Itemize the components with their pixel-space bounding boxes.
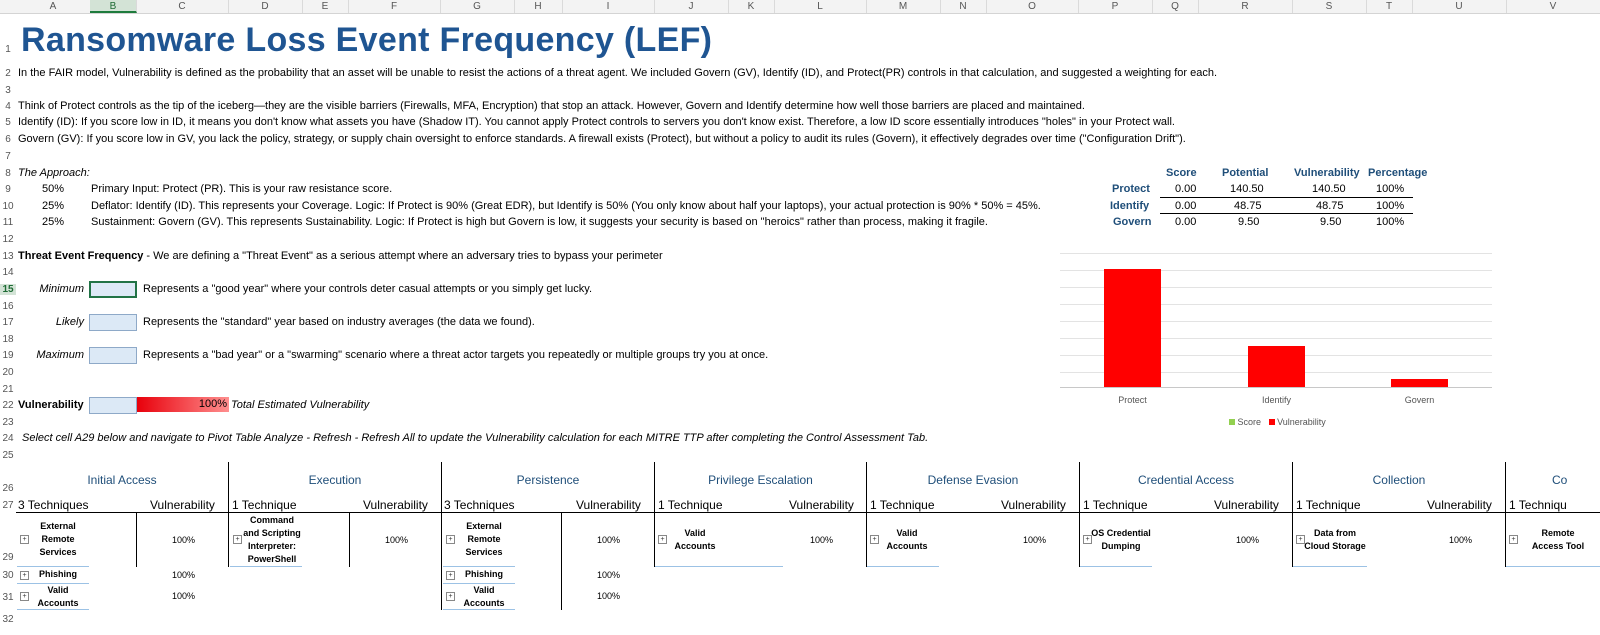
technique-count: 1 Technique [232,498,297,512]
cell-separator [561,513,562,610]
row-number[interactable]: 11 [2,217,14,228]
tactic-defense-evasion: Defense Evasion [927,473,1019,487]
vulnerability-value: 9.50 [1320,216,1342,228]
technique-name: Phishing [465,569,503,579]
page-title: Ransomware Loss Event Frequency (LEF) [21,21,713,59]
vulnerability-input[interactable] [89,397,137,414]
bar-identify-vulnerability [1248,346,1305,387]
vulnerability-col-header: Vulnerability [789,498,854,512]
col-header-g[interactable]: G [440,0,515,13]
technique-name-line: Command [249,515,294,525]
technique-name: Phishing [39,569,77,579]
technique-name-line: Data from [1313,528,1356,538]
technique-row[interactable] [1506,514,1600,567]
col-header-b[interactable]: B [90,0,137,13]
vulnerability-header: Vulnerability [1294,167,1360,179]
expand-icon[interactable]: + [1296,535,1305,544]
technique-name-line: Services [39,547,77,557]
technique-name-line: Remote [1541,528,1575,538]
technique-vulnerability: 100% [172,591,196,601]
vulnerability-caption: Total Estimated Vulnerability [231,399,370,411]
pivot-header-rule [16,512,1600,513]
technique-vulnerability: 100% [385,535,409,545]
technique-count: 1 Technique [1296,498,1361,512]
row-number[interactable]: 30 [2,570,14,581]
technique-name-line: Access Tool [1531,541,1585,551]
percentage-header: Percentage [1368,167,1428,179]
tef-description: - We are defining a "Threat Event" as a serious attempt where an adversary tries to bypass your perimeter [143,250,663,262]
technique-name [1303,527,1367,553]
col-header-m[interactable]: M [866,0,941,13]
score-header: Score [1166,167,1197,179]
technique-vulnerability: 100% [172,535,196,545]
col-header-i[interactable]: I [562,0,655,13]
col-header-a[interactable]: A [16,0,91,13]
vulnerability-value: 100% [198,398,227,410]
technique-name-line: Remote [41,534,75,544]
vulnerability-value: 140.50 [1312,183,1346,195]
intro-text: In the FAIR model, Vulnerability is defined as the probability that an asset will be unable to resist the actions of a threat agent. We included Govern (GV), Identify (ID), and Protect(PR) controls in that calculation, and suggested a weighting for each. [18,67,1218,79]
vulnerability-col-header: Vulnerability [576,498,641,512]
expand-icon[interactable]: + [20,571,29,580]
row-number[interactable]: 29 [2,552,14,563]
technique-name [1518,527,1598,553]
tactic-initial-access: Initial Access [87,473,157,487]
technique-row[interactable] [17,514,89,567]
row-number[interactable]: 4 [5,101,11,112]
tef-maximum-text: Represents a "bad year" or a "swarming" scenario where a threat actor targets you repeatedly or multiple groups try you at once. [143,349,769,361]
column-header-bar [0,0,1600,14]
technique-name [29,584,87,610]
technique-vulnerability: 100% [597,535,621,545]
technique-row[interactable] [867,514,939,567]
tef-minimum-label: Minimum [39,283,84,295]
technique-name-line: and Scripting [243,528,301,538]
vulnerability-data-bar [137,397,229,412]
approach-weight: 25% [42,200,65,212]
expand-icon[interactable]: + [446,592,455,601]
technique-row[interactable] [1080,514,1152,567]
tactic-execution: Execution [308,473,362,487]
tef-likely-text: Represents the "standard" year based on industry averages (the data we found). [143,316,535,328]
technique-name-line: Services [465,547,503,557]
row-number[interactable]: 19 [2,350,14,361]
potential-value: 48.75 [1234,200,1262,212]
technique-name-line: Remote [467,534,501,544]
technique-name-line: External [466,521,502,531]
legend-score-label: Score [1237,417,1262,427]
potential-value: 140.50 [1230,183,1264,195]
expand-icon[interactable]: + [1083,535,1092,544]
technique-row[interactable] [443,514,515,567]
technique-name [667,527,723,553]
technique-name-line: Dumping [1101,541,1141,551]
technique-vulnerability: 100% [597,591,621,601]
row-number[interactable]: 26 [2,483,14,494]
technique-count: 1 Technique [1083,498,1148,512]
x-tick-label: Govern [1404,395,1435,405]
technique-count: 1 Techniqu [1509,498,1567,512]
percentage-value: 100% [1376,183,1405,195]
row-number[interactable]: 31 [2,592,14,603]
table-divider [1160,197,1413,198]
col-header-t[interactable]: T [1366,0,1413,13]
row-number[interactable]: 14 [2,267,14,278]
col-header-k[interactable]: K [728,0,775,13]
tactic-collection: Collection [1372,473,1426,487]
expand-icon[interactable]: + [446,571,455,580]
col-header-e[interactable]: E [302,0,349,13]
legend-score-swatch [1229,419,1235,425]
col-header-o[interactable]: O [986,0,1079,13]
x-tick-label: Protect [1118,395,1147,405]
technique-name-line: External [40,521,76,531]
expand-icon[interactable]: + [870,535,879,544]
row-number[interactable]: 12 [2,234,14,245]
technique-name [879,527,935,553]
technique-vulnerability: 100% [1236,535,1260,545]
row-number[interactable]: 16 [2,301,14,312]
chart-axis [1060,387,1492,388]
technique-vulnerability: 100% [1449,535,1473,545]
tef-heading: Threat Event Frequency [18,250,144,262]
vulnerability-col-header: Vulnerability [363,498,428,512]
percentage-value: 100% [1376,216,1405,228]
legend-vulnerability-swatch [1269,419,1275,425]
col-header-h[interactable]: H [514,0,563,13]
chart-legend [1229,417,1326,427]
technique-row[interactable] [443,584,515,610]
col-header-n[interactable]: N [940,0,987,13]
row-number[interactable]: 27 [2,500,14,511]
cell-separator [349,513,350,567]
tef-likely-input[interactable] [89,314,137,331]
technique-vulnerability: 100% [597,570,621,580]
expand-icon[interactable]: + [446,535,455,544]
technique-name [29,520,87,559]
technique-vulnerability: 100% [172,570,196,580]
row-number[interactable]: 22 [2,400,14,411]
expand-icon[interactable]: + [658,535,667,544]
technique-row[interactable] [1293,514,1367,567]
technique-name [1090,527,1152,553]
row-number[interactable]: 17 [2,317,14,328]
tef-maximum-input[interactable] [89,347,137,364]
vulnerability-col-header: Vulnerability [1214,498,1279,512]
table-divider [1160,213,1413,214]
row-number[interactable]: 6 [5,134,11,145]
govern-text: Govern (GV): If you score low in GV, you lack the policy, strategy, or supply chain oversight to enforce standards. A firewall exists (Protect), but without a policy to audit its rules (Govern), it effectively degrades over time ("Configuration Drift"). [18,133,1186,145]
row-number[interactable]: 25 [2,450,14,461]
row-number[interactable]: 8 [5,168,11,179]
technique-count: 3 Techniques [18,498,89,512]
row-number[interactable]: 24 [2,433,14,444]
row-number[interactable]: 20 [2,367,14,378]
row-label-govern: Govern [1113,216,1152,228]
technique-vulnerability: 100% [1023,535,1047,545]
col-header-s[interactable]: S [1292,0,1367,13]
expand-icon[interactable]: + [233,535,242,544]
tef-heading-line [18,250,663,262]
technique-row[interactable] [17,584,89,610]
instruction-text: Select cell A29 below and navigate to Pivot Table Analyze - Refresh - Refresh All to update the Vulnerability calculation for each MITRE TTP after completing the Control Assessment Tab. [22,432,929,444]
col-header-q[interactable]: Q [1152,0,1199,13]
technique-name-line: Accounts [886,541,928,551]
col-header-v[interactable]: V [1506,0,1600,13]
potential-header: Potential [1222,167,1269,179]
row-label-protect: Protect [1112,183,1150,195]
technique-name [455,584,513,610]
approach-text: Sustainment: Govern (GV). This represents Sustainability. Logic: If Protect is high but Govern is low, it suggests your security is based on "heroics" rather than process, making it fragile. [91,216,988,228]
technique-row[interactable] [17,567,89,584]
row-number[interactable]: 32 [2,614,14,625]
row-number[interactable]: 13 [2,251,14,262]
vulnerability-col-header: Vulnerability [150,498,215,512]
row-number[interactable]: 2 [5,68,11,79]
tef-maximum-label: Maximum [36,349,84,361]
vulnerability-value: 48.75 [1316,200,1344,212]
approach-weight: 25% [42,216,65,228]
technique-name-line: Accounts [37,598,79,608]
expand-icon[interactable]: + [20,592,29,601]
technique-name-line: Valid [47,585,69,595]
score-value: 0.00 [1175,183,1197,195]
row-number[interactable]: 23 [2,417,14,428]
approach-text: Primary Input: Protect (PR). This is your raw resistance score. [91,183,393,195]
technique-name-line: Valid [473,585,495,595]
score-value: 0.00 [1175,216,1197,228]
col-header-l[interactable]: L [774,0,867,13]
technique-name-line: Cloud Storage [1304,541,1366,551]
row-number[interactable]: 10 [2,201,14,212]
col-header-j[interactable]: J [654,0,729,13]
vulnerability-label: Vulnerability [18,399,84,411]
technique-name-line: Accounts [674,541,716,551]
iceberg-text: Think of Protect controls as the tip of the iceberg—they are the visible barriers (Firewalls, MFA, Encryption) that stop an attack. However, Govern and Identify determine how well those barriers are placed and maintained. [18,100,1085,112]
technique-name-line: Valid [896,528,918,538]
tef-minimum-text: Represents a "good year" where your controls deter casual attempts or you simply get lucky. [143,283,593,295]
potential-value: 9.50 [1238,216,1260,228]
technique-vulnerability: 100% [810,535,834,545]
bar-govern-vulnerability [1391,379,1448,387]
technique-name [455,520,513,559]
approach-heading: The Approach: [18,167,90,179]
row-label-identify: Identify [1110,200,1150,212]
tactic-privilege-escalation: Privilege Escalation [708,473,813,487]
tactic-persistence: Persistence [516,473,580,487]
technique-name-line: PowerShell [247,554,297,564]
row-number[interactable]: 18 [2,334,14,345]
col-header-d[interactable]: D [228,0,303,13]
approach-weight: 50% [42,183,65,195]
row-number[interactable]: 15 [0,284,16,295]
col-header-r[interactable]: R [1198,0,1293,13]
technique-count: 1 Technique [870,498,935,512]
row-number[interactable]: 1 [5,44,11,55]
expand-icon[interactable]: + [1509,535,1518,544]
technique-name-line: Interpreter: [247,541,296,551]
tactic-command-and-control: Co [1552,473,1568,487]
technique-row[interactable] [230,514,302,567]
technique-row[interactable] [443,567,515,584]
vulnerability-col-header: Vulnerability [1001,498,1066,512]
cell-separator [136,513,137,567]
col-header-u[interactable]: U [1412,0,1507,13]
approach-text: Deflator: Identify (ID). This represents your Coverage. Logic: If Protect is 90% (Great EDR), but Identify is 50% (You only know about half your laptops), your actual protection is 90% * 50% = 45%. [91,200,1041,212]
tactic-credential-access: Credential Access [1137,473,1235,487]
percentage-value: 100% [1376,200,1405,212]
technique-row[interactable] [655,514,783,567]
x-tick-label: Identify [1261,395,1292,405]
technique-name-line: Accounts [463,598,505,608]
tef-likely-label: Likely [55,316,84,328]
technique-name-line: OS Credential [1091,528,1151,538]
row-number[interactable]: 9 [5,184,11,195]
tef-minimum-input[interactable] [89,281,137,298]
vulnerability-col-header: Vulnerability [1427,498,1492,512]
col-header-p[interactable]: P [1078,0,1153,13]
technique-count: 3 Techniques [444,498,515,512]
row-number[interactable]: 21 [2,384,14,395]
row-number[interactable]: 5 [5,117,11,128]
legend-vulnerability-label: Vulnerability [1277,417,1326,427]
chart-gridline [1060,253,1492,254]
technique-count: 1 Technique [658,498,723,512]
technique-name [242,514,302,566]
bar-protect-vulnerability [1104,269,1161,387]
identify-text: Identify (ID): If you score low in ID, it means you don't know what assets you have (Shadow IT). You cannot apply Protect controls to servers you don't know exist. Therefore, a low ID score essentially introduces "holes" in your Protect wall. [18,116,1175,128]
row-number[interactable]: 7 [5,151,11,162]
expand-icon[interactable]: + [20,535,29,544]
col-header-c[interactable]: C [136,0,229,13]
score-value: 0.00 [1175,200,1197,212]
col-header-f[interactable]: F [348,0,441,13]
technique-name-line: Valid [684,528,706,538]
row-number[interactable]: 3 [5,85,11,96]
